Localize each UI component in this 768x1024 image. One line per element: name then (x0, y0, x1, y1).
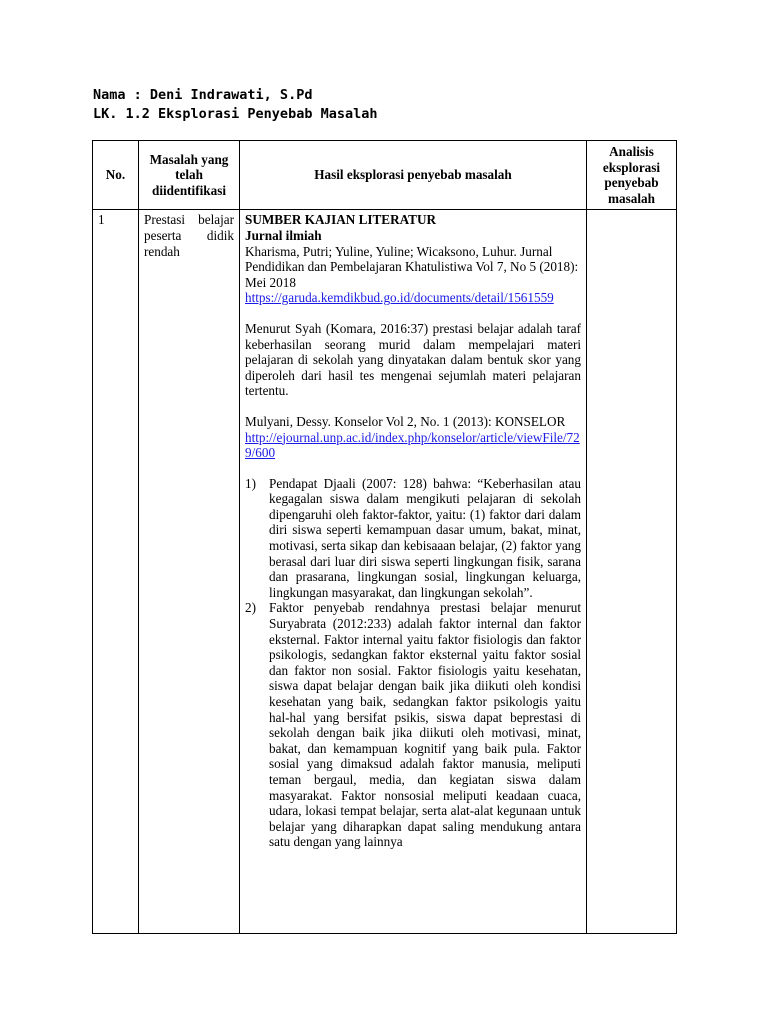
cell-analisis[interactable] (587, 210, 677, 934)
reference-1-link[interactable]: https://garuda.kemdikbud.go.id/documents/detail/1561559 (245, 290, 554, 306)
exploration-table (92, 140, 677, 934)
reference-2: Mulyani, Dessy. Konselor Vol 2, No. 1 (2013): KONSELOR (245, 413, 566, 429)
subsection-title: Jurnal ilmiah (245, 227, 322, 243)
table-header-row (93, 141, 677, 210)
cell-masalah: Prestasi belajar peserta didik rendah (139, 210, 240, 934)
cause-list (245, 476, 581, 850)
section-title: SUMBER KAJIAN LITERATUR (245, 212, 436, 228)
cell-hasil-eksplorasi (240, 210, 587, 934)
reference-2-link[interactable]: http://ejournal.unp.ac.id/index.php/konselor/article/viewFile/729/600 (245, 429, 580, 461)
header-no: No. (93, 141, 139, 210)
table-row (93, 210, 677, 934)
list-item: 2) Faktor penyebab rendahnya prestasi belajar menurut Suryabrata (2012:233) adalah faktor internal dan faktor eksternal. Faktor internal yaitu faktor fisiologis dan faktor psikologis, sedangkan faktor eksternal yaitu faktor sosial dan faktor non sosial. Faktor fisiologis yaitu kesehatan, siswa dapat belajar dengan baik jika diikuti oleh kondisi kesehatan yang baik, sedangkan faktor psikologis yaitu hal-hal yang bersifat psikis, siswa dapat beprestasi di sekolah dengan baik jika diikuti oleh motivasi, minat, bakat, dan kemampuan kognitif yang baik pula. Faktor sosial yang dimaksud adalah faktor manusia, meliputi teman bergaul, media, dan kegiatan siswa dalam masyarakat. Faktor nonsosial meliputi keadaan cuaca, udara, lokasi tempat belajar, serta alat-alat kegunaan untuk belajar yang diharapkan dapat saling mendukung antara satu dengan yang lainnya (245, 600, 581, 850)
author-name: Nama : Deni Indrawati, S.Pd (93, 87, 313, 103)
quote-syah: Menurut Syah (Komara, 2016:37) prestasi belajar adalah taraf keberhasilan seorang murid dalam mempelajari materi pelajaran di sekolah yang dinyatakan dalam bentuk skor yang diperoleh dari hasil tes mengenai sejumlah materi pelajaran tertentu. (245, 320, 581, 399)
header-analisis: Analisis eksplorasi penyebab masalah (587, 141, 677, 210)
worksheet-title: LK. 1.2 Eksplorasi Penyebab Masalah (93, 106, 378, 122)
cell-no: 1 (93, 210, 139, 934)
list-item: 1) Pendapat Djaali (2007: 128) bahwa: “Keberhasilan atau kegagalan siswa dalam mengikuti pelajaran di sekolah dipengaruhi oleh faktor-faktor, yaitu: (1) faktor dari dalam diri siswa seperti kemampuan dasar umum, bakat, minat, motivasi, serta sikap dan kebisaaan belajar, (2) faktor yang berasal dari luar diri siswa seperti lingkungan fisik, sarana dan prasarana, lingkungan sosial, lingkungan keluarga, lingkungan masyarakat, dan lingkungan sekolah”. (245, 475, 581, 600)
header-hasil-eksplorasi: Hasil eksplorasi penyebab masalah (240, 141, 587, 210)
header-masalah: Masalah yang telah diidentifikasi (139, 141, 240, 210)
reference-1: Kharisma, Putri; Yuline, Yuline; Wicaksono, Luhur. Jurnal Pendidikan dan Pembelajaran Khatulistiwa Vol 7, No 5 (2018): Mei 2018 (245, 243, 579, 290)
